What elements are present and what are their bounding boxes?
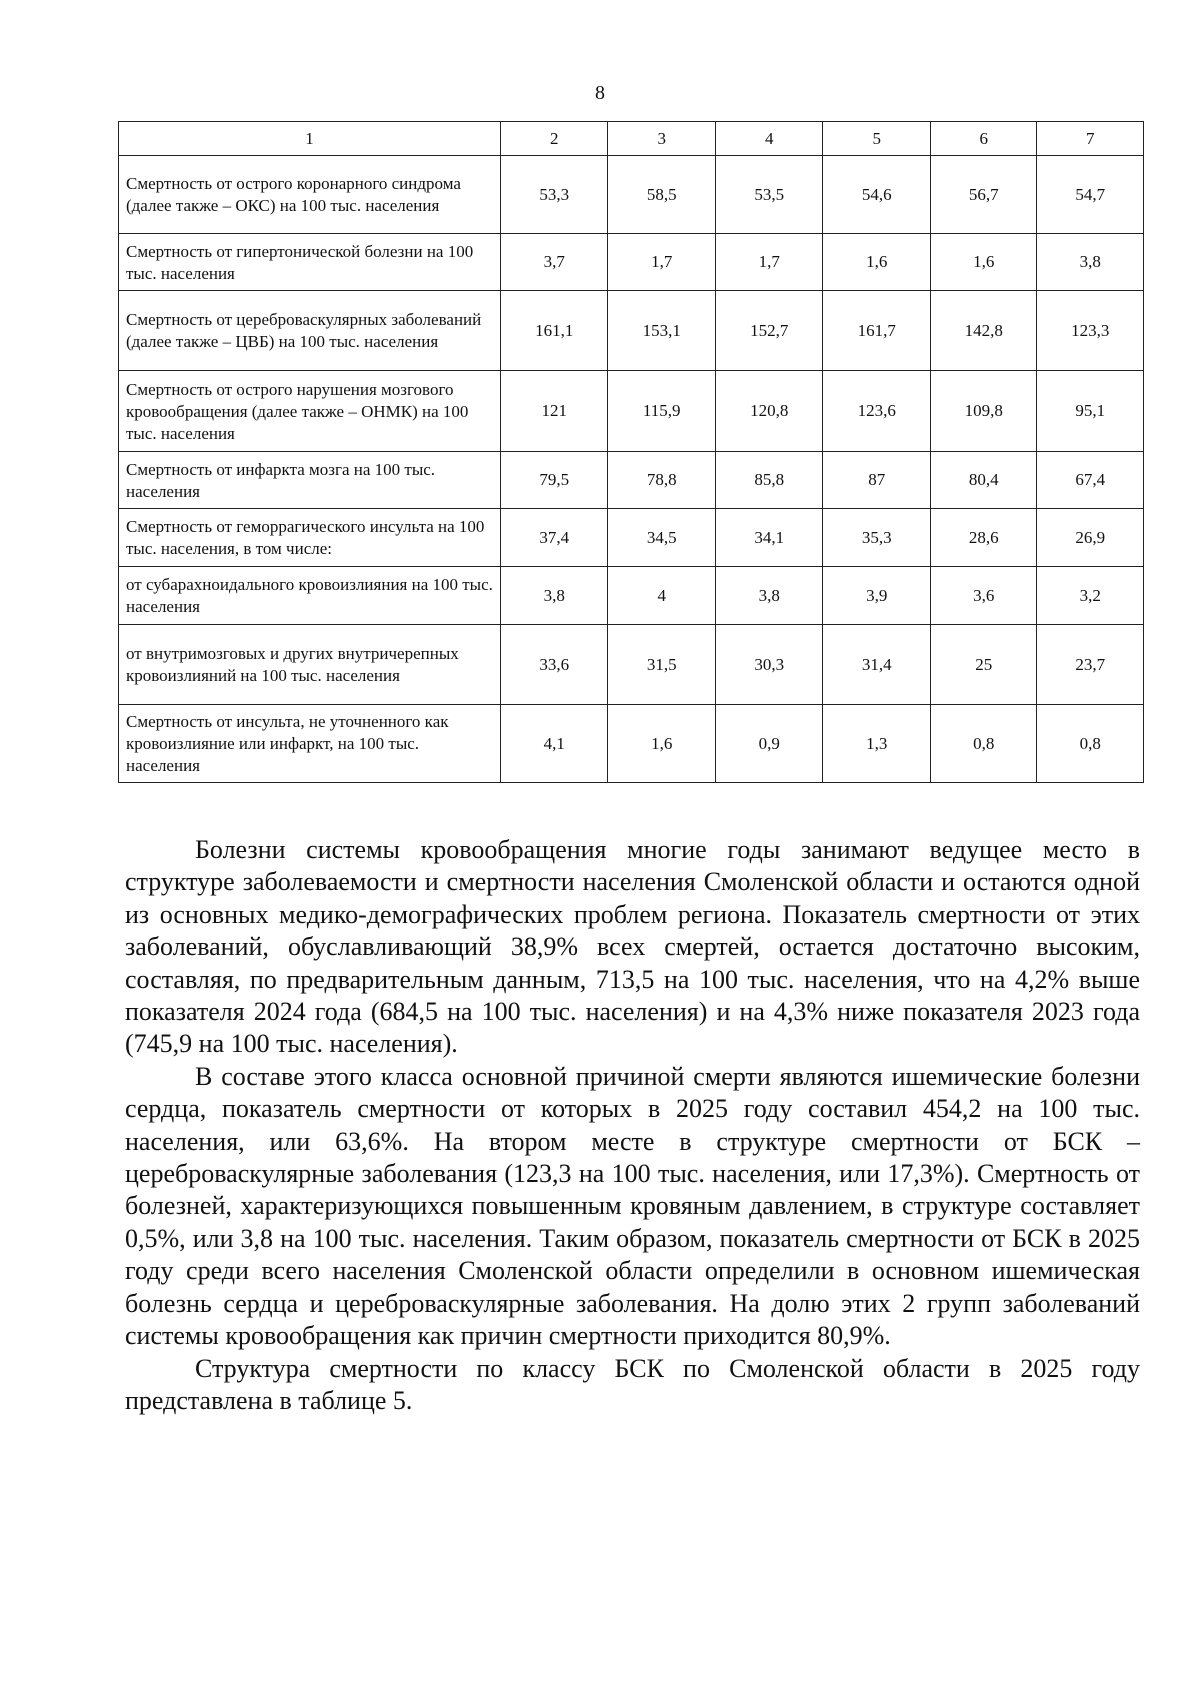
column-header: 4 <box>715 122 823 156</box>
table-cell: 3,8 <box>715 567 823 625</box>
table-row <box>119 371 1144 452</box>
table-row <box>119 156 1144 234</box>
table-cell: 56,7 <box>931 156 1037 234</box>
table-cell: 0,8 <box>931 705 1037 783</box>
table-cell: 161,7 <box>823 291 931 371</box>
table-cell: 31,4 <box>823 625 931 705</box>
table-cell: 152,7 <box>715 291 823 371</box>
table-cell: 109,8 <box>931 371 1037 452</box>
table-cell: 35,3 <box>823 509 931 567</box>
table-cell: 120,8 <box>715 371 823 452</box>
table-row <box>119 452 1144 509</box>
row-label: Смертность от геморрагического инсульта на 100 тыс. населения, в том числе: <box>119 509 501 567</box>
table-cell: 4 <box>608 567 716 625</box>
table-cell: 31,5 <box>608 625 716 705</box>
table-cell: 1,6 <box>823 234 931 291</box>
table-cell: 80,4 <box>931 452 1037 509</box>
row-label: от внутримозговых и других внутричерепных кровоизлияний на 100 тыс. населения <box>119 625 501 705</box>
table-cell: 25 <box>931 625 1037 705</box>
mortality-table <box>118 121 1144 783</box>
table-cell: 79,5 <box>500 452 608 509</box>
table-cell: 34,5 <box>608 509 716 567</box>
table-cell: 3,6 <box>931 567 1037 625</box>
table-cell: 123,6 <box>823 371 931 452</box>
paragraph: Болезни системы кровообращения многие годы занимают ведущее место в структуре заболеваемости и смертности населения Смоленской области и остаются одной из основных медико-демографических проблем региона. Показатель смертности от этих заболеваний, обуславливающий 38,9% всех смертей, остается достаточно высоким, составляя, по предварительным данным, 713,5 на 100 тыс. населения, что на 4,2% выше показателя 2024 года (684,5 на 100 тыс. населения) и на 4,3% ниже показателя 2023 года (745,9 на 100 тыс. населения). <box>125 835 1140 1059</box>
row-label: Смертность от гипертонической болезни на 100 тыс. населения <box>119 234 501 291</box>
table-cell: 33,6 <box>500 625 608 705</box>
table-cell: 3,8 <box>1037 234 1144 291</box>
column-header: 7 <box>1037 122 1144 156</box>
table-cell: 0,8 <box>1037 705 1144 783</box>
column-header: 6 <box>931 122 1037 156</box>
table-row <box>119 234 1144 291</box>
table-cell: 30,3 <box>715 625 823 705</box>
table-cell: 37,4 <box>500 509 608 567</box>
table-cell: 95,1 <box>1037 371 1144 452</box>
column-header: 5 <box>823 122 931 156</box>
table-row <box>119 509 1144 567</box>
table-row <box>119 625 1144 705</box>
table-row <box>119 291 1144 371</box>
table-row <box>119 567 1144 625</box>
table-cell: 1,7 <box>715 234 823 291</box>
table-cell: 54,7 <box>1037 156 1144 234</box>
table-cell: 0,9 <box>715 705 823 783</box>
table-cell: 85,8 <box>715 452 823 509</box>
row-label: Смертность от цереброваскулярных заболеваний (далее также – ЦВБ) на 100 тыс. населения <box>119 291 501 371</box>
table-cell: 34,1 <box>715 509 823 567</box>
table-cell: 67,4 <box>1037 452 1144 509</box>
table-cell: 23,7 <box>1037 625 1144 705</box>
column-header: 2 <box>500 122 608 156</box>
body-text <box>125 834 1140 1417</box>
table-cell: 123,3 <box>1037 291 1144 371</box>
row-label: Смертность от острого нарушения мозгового кровообращения (далее также – ОНМК) на 100 тыс. населения <box>119 371 501 452</box>
row-label: Смертность от инфаркта мозга на 100 тыс. населения <box>119 452 501 509</box>
table-cell: 54,6 <box>823 156 931 234</box>
table-cell: 1,6 <box>608 705 716 783</box>
row-label: Смертность от острого коронарного синдрома (далее также – ОКС) на 100 тыс. населения <box>119 156 501 234</box>
table-cell: 1,7 <box>608 234 716 291</box>
table-cell: 1,6 <box>931 234 1037 291</box>
table-cell: 153,1 <box>608 291 716 371</box>
table-row <box>119 705 1144 783</box>
column-header: 3 <box>608 122 716 156</box>
table-cell: 3,2 <box>1037 567 1144 625</box>
table-header-row <box>119 122 1144 156</box>
table-cell: 1,3 <box>823 705 931 783</box>
table-cell: 142,8 <box>931 291 1037 371</box>
column-header: 1 <box>119 122 501 156</box>
row-label: Смертность от инсульта, не уточненного как кровоизлияние или инфаркт, на 100 тыс. населения <box>119 705 501 783</box>
row-label: от субарахноидального кровоизлияния на 100 тыс. населения <box>119 567 501 625</box>
table-cell: 115,9 <box>608 371 716 452</box>
table-cell: 3,7 <box>500 234 608 291</box>
table-cell: 26,9 <box>1037 509 1144 567</box>
table-cell: 53,5 <box>715 156 823 234</box>
table-cell: 3,9 <box>823 567 931 625</box>
paragraph: В составе этого класса основной причиной смерти являются ишемические болезни сердца, показатель смертности от которых в 2025 году составил 454,2 на 100 тыс. населения, или 63,6%. На втором месте в структуре смертности от БСК – цереброваскулярные заболевания (123,3 на 100 тыс. населения, или 17,3%). Смертность от болезней, характеризующихся повышенным кровяным давлением, в структуре составляет 0,5%, или 3,8 на 100 тыс. населения. Таким образом, показатель смертности от БСК в 2025 году среди всего населения Смоленской области определили в основном ишемическая болезнь сердца и цереброваскулярные заболевания. На долю этих 2 групп заболеваний системы кровообращения как причин смертности приходится 80,9%. <box>125 1061 1140 1351</box>
table-cell: 78,8 <box>608 452 716 509</box>
table-cell: 58,5 <box>608 156 716 234</box>
page-number: 8 <box>595 82 605 104</box>
table-cell: 87 <box>823 452 931 509</box>
table-cell: 161,1 <box>500 291 608 371</box>
paragraph: Структура смертности по классу БСК по Смоленской области в 2025 году представлена в таблице 5. <box>125 1353 1140 1415</box>
table-cell: 121 <box>500 371 608 452</box>
table-cell: 3,8 <box>500 567 608 625</box>
table-cell: 53,3 <box>500 156 608 234</box>
table-cell: 28,6 <box>931 509 1037 567</box>
table-cell: 4,1 <box>500 705 608 783</box>
